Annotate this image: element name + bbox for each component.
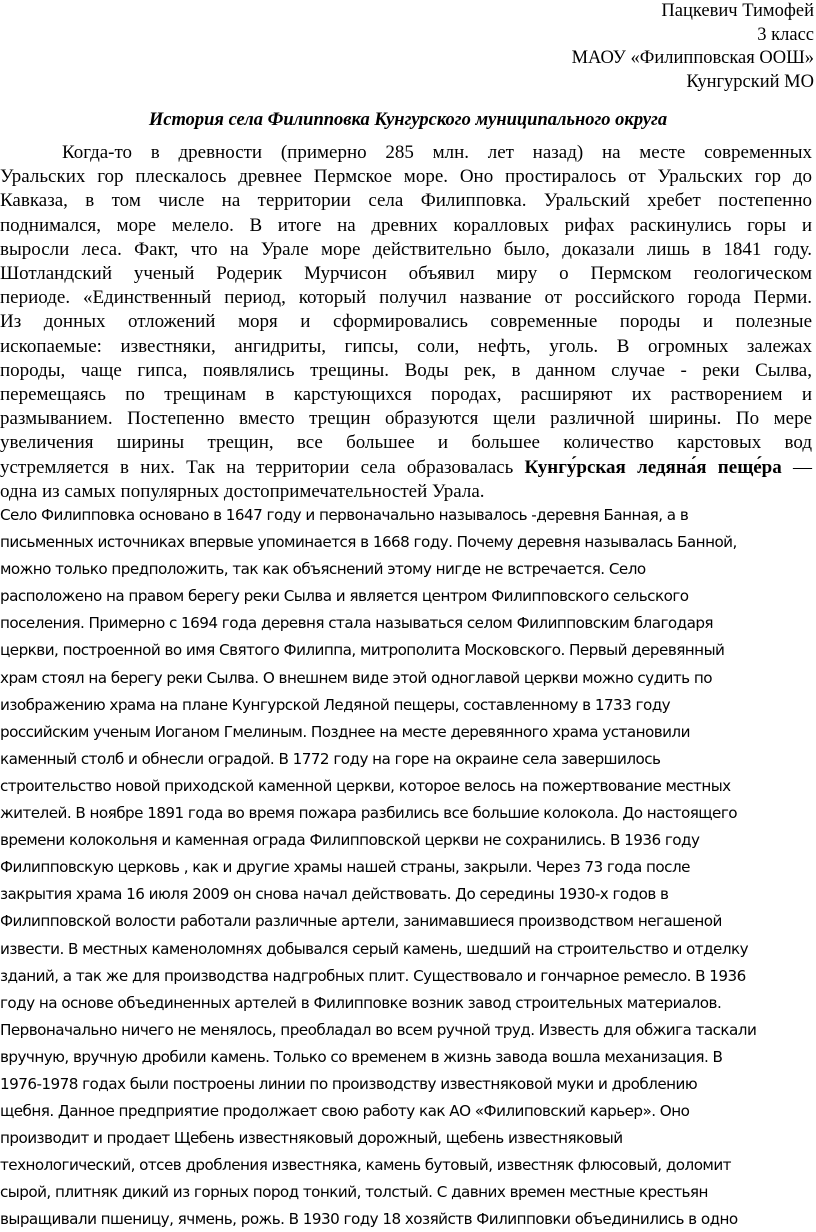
paragraph-line: церкви, построенной во имя Святого Филиппа, митрополита Московского. Первый деревянный	[0, 641, 725, 660]
paragraph-line: жителей. В ноябре 1891 года во время пожара разбились все большие колокола. До настоящего	[0, 804, 738, 823]
paragraph-line: Первоначально ничего не менялось, преобладал во всем ручной труд. Известь для обжига таскали	[0, 1020, 757, 1039]
ice-cave-name: Кунгу́рская ледяна́я пеще́ра	[524, 456, 782, 478]
paragraph-line: расположено на правом берегу реки Сылва и является центром Филипповского сельского	[0, 587, 689, 606]
line-text: устремляется в них. Так на территории села образовалась	[0, 456, 525, 478]
document-title: История села Филипповка Кунгурского муниципального округа	[148, 110, 668, 130]
paragraph-line: Из донных отложений моря и сформировались современные породы и полезные	[0, 311, 812, 333]
paragraph-line: производит и продает Щебень известняковый дорожный, щебень известняковый	[0, 1129, 623, 1148]
paragraph-line: закрытия храма 16 июля 2009 он снова начал действовать. До середины 1930-х годов в	[0, 885, 669, 904]
paragraph-line: сырой, плитняк дикий из горных пород тонкий, толстый. С давних времен местные крестьян	[0, 1183, 708, 1202]
paragraph-line: вручную, вручную дробили камень. Только со временем в жизнь завода вошла механизация. В	[0, 1047, 723, 1066]
paragraph-line: Когда-то в древности (примерно 285 млн. лет назад) на месте современных	[62, 142, 812, 163]
paragraph-line: выросли леса. Факт, что на Урале море действительно было, доказали лишь в 1841 году.	[0, 238, 812, 260]
paragraph-line: Уральских гор плескалось древнее Пермское море. Оно простиралось от Уральских гор до	[0, 166, 812, 188]
paragraph-line: 1976-1978 годах были построены линии по производству известняковой муки и дроблению	[0, 1074, 698, 1093]
author-school: МАОУ «Филипповская ООШ»	[571, 48, 814, 68]
paragraph-line: выращивали пшеницу, ячмень, рожь. В 1930 году 18 хозяйств Филипповки объединились в одно	[0, 1210, 738, 1229]
paragraph-line: времени колокольня и каменная ограда Филипповской церкви не сохранились. В 1936 году	[0, 831, 700, 850]
paragraph-village-history	[0, 502, 812, 1232]
paragraph-line: поселения. Примерно с 1694 года деревня стала называться селом Филипповским благодаря	[0, 614, 714, 633]
paragraph-line: поднимался, море мелело. В итоге на древних коралловых рифах раскинулись горы и	[0, 214, 812, 236]
paragraph-line: каменный столб и обнесли оградой. В 1772 году на горе на окраине села завершилось	[0, 749, 661, 768]
paragraph-permian-sea	[0, 141, 812, 504]
author-grade: 3 класс	[757, 24, 814, 45]
line-text: —	[781, 456, 812, 478]
paragraph-line: размыванием. Постепенно вместо трещин образуются щели различной ширины. По мере	[0, 408, 812, 430]
paragraph-line: храм стоял на берегу реки Сылва. О внешнем виде этой одноглавой церкви можно судить по	[0, 668, 712, 687]
paragraph-line: породы, чаще гипса, появлялись трещины. Воды рек, в данном случае - реки Сылва,	[0, 359, 812, 381]
paragraph-line: Филипповской волости работали различные артели, занимавшиеся производством негашеной	[0, 912, 722, 931]
paragraph-line: можно только предположить, так как объяснений этому нигде не встречается. Село	[0, 560, 646, 579]
paragraph-line: Филипповскую церковь , как и другие храмы нашей страны, закрыли. Через 73 года после	[0, 858, 690, 877]
paragraph-line: периоде. «Единственный период, который получил название от российского города Перми.	[0, 287, 812, 309]
paragraph-line-with-cave-name	[0, 456, 812, 480]
author-header	[572, 0, 814, 94]
author-name: Пацкевич Тимофей	[661, 1, 814, 21]
paragraph-line: российским ученым Иоганом Гмелиным. Позднее на месте деревянного храма установили	[0, 722, 690, 741]
paragraph-line: строительство новой приходской каменной церкви, которое велось на пожертвование местных	[0, 776, 731, 795]
paragraph-line: ископаемые: известняки, ангидриты, гипсы, соли, нефть, уголь. В огромных залежах	[0, 335, 812, 357]
paragraph-line: щебня. Данное предприятие продолжает свою работу как АО «Филиповский карьер». Оно	[0, 1102, 690, 1121]
paragraph-line: изображению храма на плане Кунгурской Ледяной пещеры, составленному в 1733 году	[0, 695, 671, 714]
paragraph-line: извести. В местных каменоломнях добывался серый камень, шедший на строительство и отделку	[0, 939, 749, 958]
paragraph-line: технологический, отсев дробления известняка, камень бутовый, известняк флюсовый, доломит	[0, 1156, 731, 1175]
author-district: Кунгурский МО	[686, 71, 814, 92]
paragraph-line: Шотландский ученый Родерик Мурчисон объявил миру о Пермском геологическом	[0, 263, 812, 285]
paragraph-line: зданий, а так же для производства надгробных плит. Существовало и гончарное ремесло. В 1936	[0, 966, 746, 985]
paragraph-line: перемещаясь по трещинам в карстующихся породах, расширяют их растворением и	[0, 384, 812, 406]
paragraph-last-line: одна из самых популярных достопримечательностей Урала.	[0, 480, 485, 502]
paragraph-line: Кавказа, в том числе на территории села Филипповка. Уральский хребет постепенно	[0, 190, 812, 212]
paragraph-line: письменных источниках впервые упоминается в 1668 году. Почему деревня называлась Банной,	[0, 533, 737, 552]
paragraph-line: увеличения ширины трещин, все большее и большее количество карстовых вод	[0, 432, 812, 454]
paragraph-line: году на основе объединенных артелей в Филипповке возник завод строительных материалов.	[0, 993, 722, 1012]
paragraph-line: Село Филипповка основано в 1647 году и первоначально называлось -деревня Банная, а в	[0, 506, 689, 524]
